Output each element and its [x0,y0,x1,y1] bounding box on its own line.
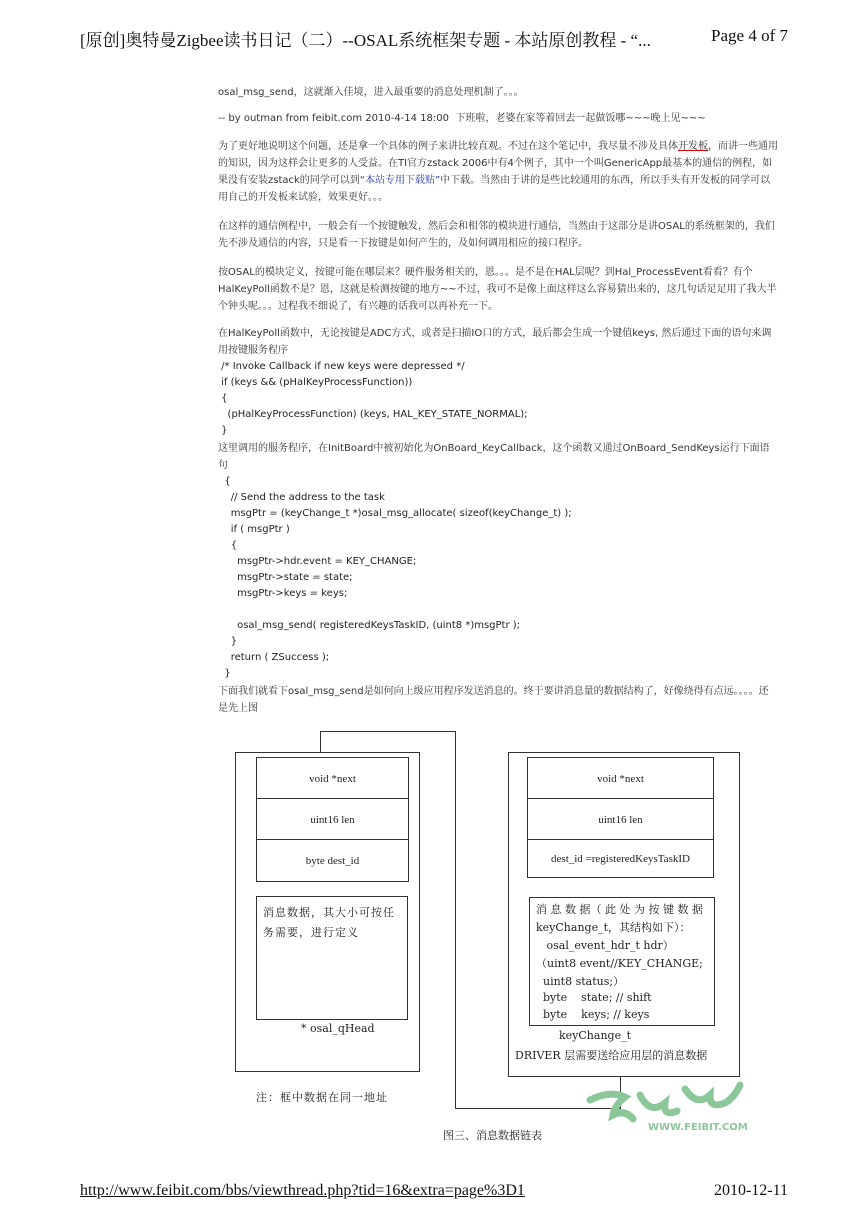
author-line [218,110,778,127]
download-link[interactable]: “本站专用下载贴” [359,175,441,186]
paragraph-3-part-a: 为了更好地说明这个问题，还是拿一个具体的例子来讲比较直观。不过在这个笔记中，我尽量不涉及具体 [218,141,678,152]
right-data-line-1: 消 息 数 据（ 此 处 为 按 键 数 据 [536,903,703,916]
right-data-line-5: uint8 status;） [536,975,625,988]
right-caption-type: keyChange_t [559,1029,632,1042]
right-data-box [529,897,715,1026]
right-next-cell [527,757,714,800]
paragraph-1: osal_msg_send，这就渐入佳境，进入最重要的消息处理机制了。。。 [218,87,524,98]
left-dest-label: byte dest_id [305,854,360,867]
paragraph-8-text: 下面我们就看下osal_msg_send是如何向上级应用程序发送消息的。终于要讲消息量的数据结构了，好像绕得有点远。。。。还是先上图 [218,686,769,714]
paragraph-3-part-c: 中下载。当然由于讲的是些比较通用的东西，所以手头有开发板的同学可以用自己的开发板来试验，效果更好。。。 [218,175,771,203]
connector-line [320,731,321,752]
page-number: Page 4 of 7 [711,26,788,45]
paragraph-7 [218,440,778,474]
left-dest-cell [256,839,409,882]
watermark-text: WWW.FEIBIT.COM [648,1122,748,1133]
paragraph-3 [218,138,778,206]
byline-note: 下班啦，老婆在家等着回去一起做饭哪~~~晚上见~~~ [455,113,706,124]
left-caption: * osal_qHead [301,1022,375,1035]
paragraph-6-text: 在HalKeyPoll函数中，无论按键是ADC方式，或者是扫描IO口的方式，最后都会生成一个键值keys, 然后通过下面的语句来调用按键服务程序 [218,328,772,356]
left-next-label: void *next [309,772,356,785]
paragraph-5-text: 按OSAL的模块定义，按键可能在哪层来？硬件服务相关的，恩。。。是不是在HAL层呢？到Hal_ProcessEvent看看？有个HalKeyPoll函数不是？恩，这就是检测按键的地方~~不过，我可不是像上面这样这么容易猜出来的，这几句话足足用了我大半个钟头呢。。。过程我不细说了，有兴趣的话我可以再补充一下。 [218,267,777,312]
connector-line [455,731,456,1109]
source-url-link[interactable]: http://www.feibit.com/bbs/viewthread.php?tid=16&extra=page%3D1 [80,1182,525,1199]
paragraph-4-text: 在这样的通信例程中，一般会有一个按键触发，然后会和相邻的模块进行通信，当然由于这部分是讲OSAL的系统框架的，我们先不涉及通信的内容，只是看一下按键是如何产生的，及如何调用相应的接口程序。 [218,221,775,249]
right-next-label: void *next [597,772,644,785]
figure-caption: 图三、消息数据链表 [443,1129,542,1142]
code-send-keys: { // Send the address to the task msgPtr = (keyChange_t *)osal_msg_allocate( sizeof(keyChange_t) ); if ( msgPtr ) { msgPtr->hdr.event = KEY_CHANGE; msgPtr->state = state; msgPtr->keys = keys; osal_msg_send( registeredKeysTaskID, (uint8 *)msgPtr ); } return ( ZSuccess ); } [224,476,572,679]
left-data-text: 消息数据，其大小可按任务需要，进行定义 [263,906,395,939]
right-len-label: uint16 len [598,813,643,826]
right-data-line-7: byte keys; // keys [536,1008,650,1021]
document-title: [原创]奥特曼Zigbee读书日记（二）--OSAL系统框架专题 - 本站原创教程 - “... [80,31,651,50]
right-data-line-6: byte state; // shift [536,991,652,1004]
left-data-box [256,896,408,1020]
article-body [218,84,778,101]
paragraph-5 [218,264,778,315]
left-len-cell [256,798,409,841]
connector-line [320,731,455,732]
right-dest-label: dest_id =registeredKeysTaskID [551,852,690,865]
paragraph-6 [218,325,778,359]
paragraph-8 [218,683,778,717]
code-block-2 [218,474,778,682]
code-invoke-callback: /* Invoke Callback if new keys were depressed */ if (keys && (pHalKeyProcessFunction)) { (pHalKeyProcessFunction) (keys, HAL_KEY_STATE_NORMAL); } [221,361,528,436]
right-caption-desc: DRIVER 层需要送给应用层的消息数据 [515,1049,708,1062]
diagram-note: 注：框中数据在同一地址 [256,1091,388,1104]
left-len-label: uint16 len [310,813,355,826]
right-len-cell [527,798,714,841]
byline: -- by outman from feibit.com 2010-4-14 18:00 [218,113,450,124]
paragraph-4 [218,218,778,252]
right-data-line-4: （uint8 event//KEY_CHANGE; [536,957,703,970]
print-date: 2010-12-11 [713,1182,788,1199]
right-data-line-3: osal_event_hdr_t hdr） [536,939,674,952]
right-data-line-2: keyChange_t，其结构如下）： [536,921,691,934]
left-next-cell [256,757,409,800]
dev-board-link[interactable]: 开发板 [678,141,708,152]
code-block-1 [218,359,778,439]
paragraph-7-text: 这里调用的服务程序，在InitBoard中被初始化为OnBoard_KeyCallback，这个函数又通过OnBoard_SendKeys运行下面语句 [218,443,770,471]
right-dest-cell [527,839,714,878]
paragraph-3-part-b: ，而讲一些通用的知识，因为这样会让更多的人受益。在TI官方zstack 2006中有4个例子，其中一个叫GenericApp最基本的通信的例程，如果没有安装zstack的同学可以到 [218,141,778,186]
